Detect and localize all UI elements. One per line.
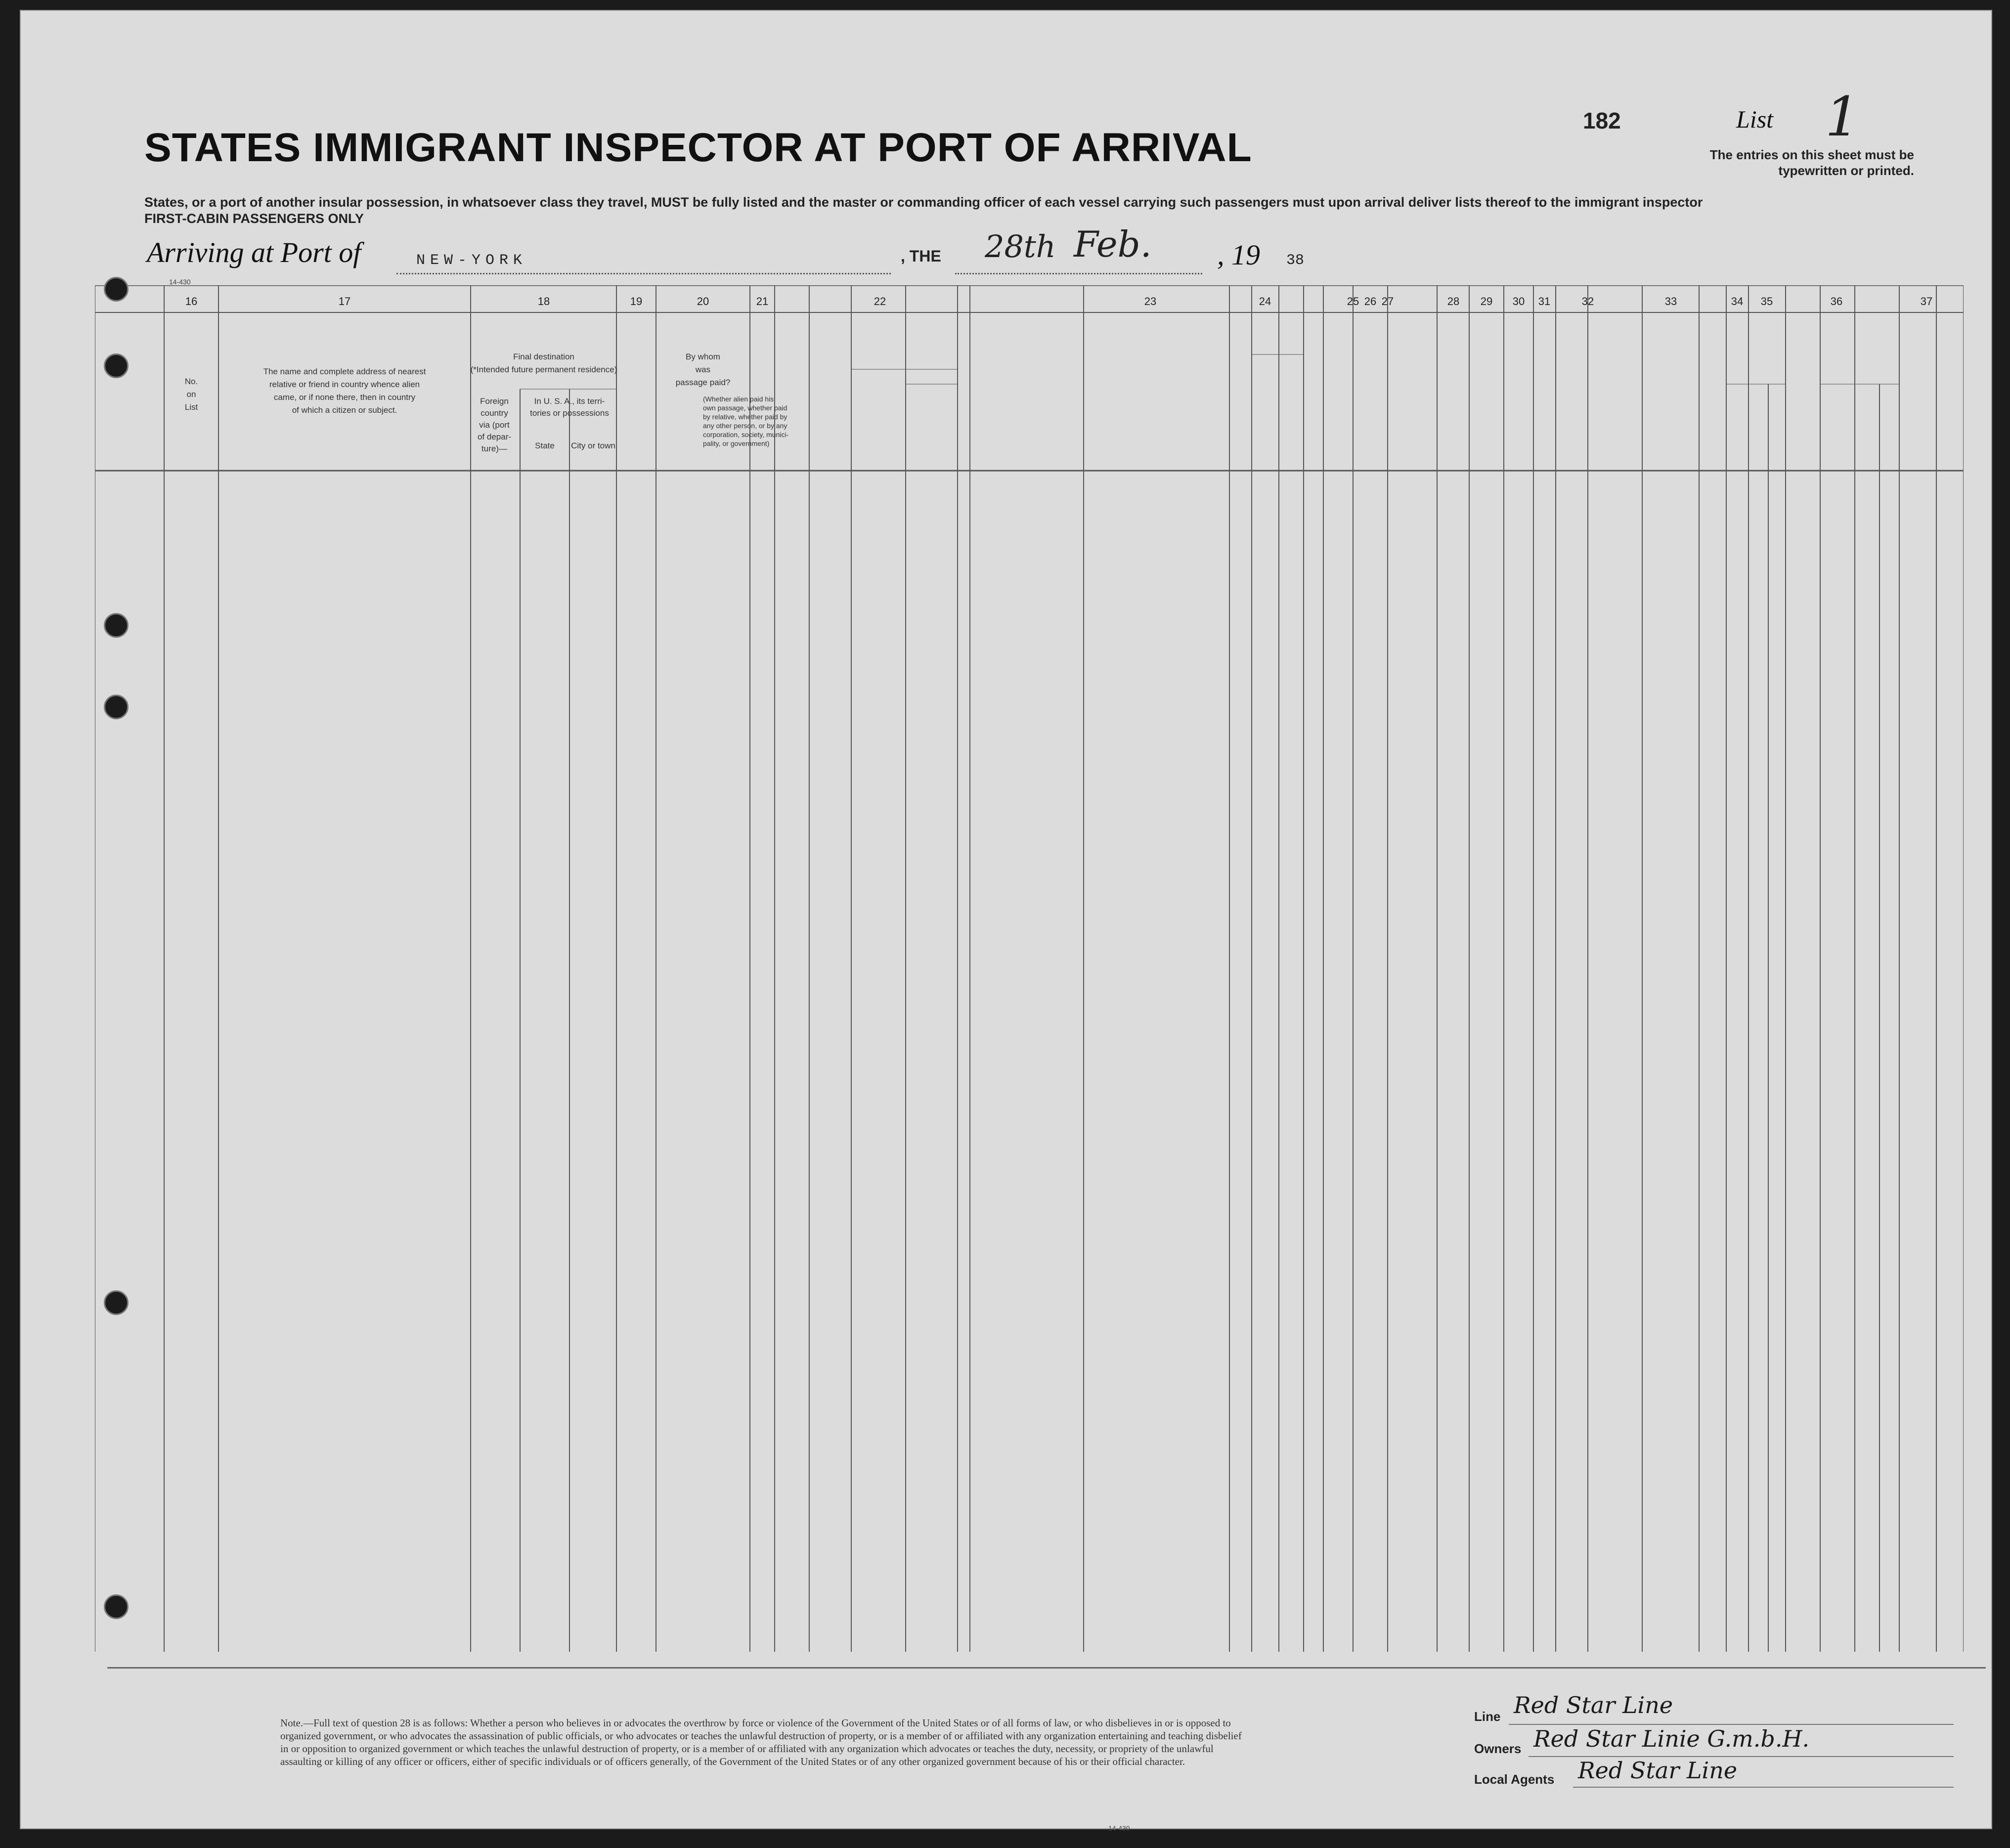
- column-number: 18: [537, 295, 550, 308]
- foreign-country-header: ture)—: [481, 444, 507, 453]
- owners-value: Red Star Linie G.m.b.H.: [1533, 1725, 1810, 1752]
- column-number: 32: [1581, 295, 1594, 308]
- year-prefix: 19: [1231, 239, 1260, 271]
- agents-rule: [1573, 1787, 1954, 1788]
- column-number: 33: [1664, 295, 1677, 308]
- column-number: 31: [1538, 295, 1551, 308]
- list-label: List: [1736, 105, 1774, 133]
- typewritten-note: The entries on this sheet must be typewritten or printed.: [1709, 147, 1914, 178]
- column-number: 35: [1760, 295, 1773, 308]
- passage-paid-header: By whom: [686, 352, 720, 361]
- port-value: NEW-YORK: [416, 252, 527, 269]
- passage-paid-note: (Whether alien paid his: [703, 395, 774, 403]
- passage-paid-note: corporation, society, munici-: [703, 431, 789, 439]
- column-number: 29: [1480, 295, 1493, 308]
- no-on-list-header: on: [186, 390, 196, 399]
- usa-destination-header: In U. S. A., its terri-: [534, 396, 605, 406]
- relative-address-header: The name and complete address of nearest: [263, 367, 426, 376]
- foreign-country-header: Foreign: [480, 396, 509, 406]
- column-number: 26: [1364, 295, 1377, 308]
- passage-paid-note: pality, or government): [703, 440, 770, 447]
- binder-hole: [104, 1594, 129, 1619]
- no-on-list-header: No.: [184, 377, 198, 386]
- column-number: 21: [756, 295, 769, 308]
- date-rule: [955, 273, 1202, 274]
- year-label: , 19: [1217, 239, 1260, 271]
- column-number: 34: [1731, 295, 1744, 308]
- arrival-day: 28th: [985, 228, 1056, 264]
- column-number: 24: [1259, 295, 1271, 308]
- state-header: State: [535, 441, 555, 450]
- column-number: 30: [1512, 295, 1525, 308]
- column-number: 36: [1830, 295, 1843, 308]
- page-number: 182: [1583, 108, 1621, 133]
- passage-paid-note: own passage, whether paid: [703, 404, 787, 412]
- line-rule: [1509, 1724, 1954, 1725]
- arrival-month: Feb.: [1074, 223, 1152, 265]
- binder-hole: [104, 695, 129, 719]
- foreign-country-header: via (port: [479, 420, 510, 430]
- manifest-sheet: [20, 10, 1992, 1832]
- relative-address-header: came, or if none there, then in country: [273, 393, 416, 402]
- column-number: 20: [697, 295, 709, 308]
- owners-label: Owners: [1474, 1741, 1522, 1756]
- column-number: 17: [338, 295, 351, 308]
- foreign-country-header: country: [481, 408, 508, 418]
- footer-form-code: 14-430: [1108, 1824, 1130, 1832]
- passage-paid-header: was: [695, 365, 711, 374]
- agents-value: Red Star Line: [1578, 1757, 1738, 1784]
- arriving-label: Arriving at Port of: [147, 236, 361, 268]
- column-number: 28: [1447, 295, 1460, 308]
- column-number: 25: [1347, 295, 1359, 308]
- port-rule: [396, 273, 891, 274]
- final-destination-header: Final destination: [513, 352, 574, 361]
- foreign-country-header: of depar-: [477, 432, 512, 441]
- binder-hole: [104, 613, 129, 638]
- passage-paid-header: passage paid?: [675, 378, 731, 387]
- no-on-list-header: List: [184, 402, 198, 412]
- final-destination-note: (*Intended future permanent residence): [470, 365, 617, 374]
- column-number: 23: [1144, 295, 1157, 308]
- column-number: 16: [185, 295, 198, 308]
- binder-hole: [104, 277, 129, 302]
- line-value: Red Star Line: [1514, 1692, 1673, 1718]
- binder-hole: [104, 353, 129, 378]
- relative-address-header: relative or friend in country whence alien: [269, 380, 420, 389]
- passage-paid-note: by relative, whether paid by: [703, 413, 787, 421]
- manifest-table: [95, 285, 1964, 1709]
- agents-label: Local Agents: [1474, 1772, 1555, 1787]
- column-number: 37: [1920, 295, 1933, 308]
- column-number: 22: [874, 295, 886, 308]
- page-title: STATES IMMIGRANT INSPECTOR AT PORT OF ARRIVAL: [144, 125, 1252, 170]
- intro-text: States, or a port of another insular possession, in whatsoever class they travel, MUST be fully listed and the master or commanding officer of each vessel carrying such passengers must upon arrival deliver lists thereof to the immigrant inspector: [144, 195, 1703, 210]
- binder-hole: [104, 1290, 129, 1315]
- form-code: 14-430: [169, 278, 191, 286]
- usa-destination-header: tories or possessions: [530, 408, 609, 418]
- city-header: City or town: [571, 441, 615, 450]
- year-suffix: 38: [1286, 252, 1305, 269]
- table-bottom-rule: [107, 1667, 1986, 1669]
- column-number: 27: [1381, 295, 1394, 308]
- relative-address-header: of which a citizen or subject.: [292, 405, 397, 415]
- the-label: , THE: [901, 247, 941, 265]
- column-number: 19: [630, 295, 643, 308]
- list-number: 1: [1825, 85, 1860, 148]
- footnote: Note.—Full text of question 28 is as follows: Whether a person who believes in or advocates the overthrow by force or violence of the Government of the United States or of all forms of law, or who disbelieves in or is opposed to organized government, or who advocates the assassination of public officials, or who advocates or teaches the unlawful destruction of property, or is a member of or affiliated with any organization entertaining and teaching disbelief in or opposition to organized government or which teaches the unlawful destruction of property, or is a member of or affiliated with any organization which advocates or teaches the duty, necessity, or propriety of the unlawful assaulting or killing of any officer or officers, either of specific individuals or of officers generally, of the Government of the United States or of any other organized government because of his or their official character.: [280, 1717, 1242, 1767]
- line-label: Line: [1474, 1709, 1501, 1724]
- first-cabin-note: FIRST-CABIN PASSENGERS ONLY: [144, 211, 364, 226]
- passage-paid-note: any other person, or by any: [703, 422, 787, 430]
- the-text: THE: [909, 247, 941, 265]
